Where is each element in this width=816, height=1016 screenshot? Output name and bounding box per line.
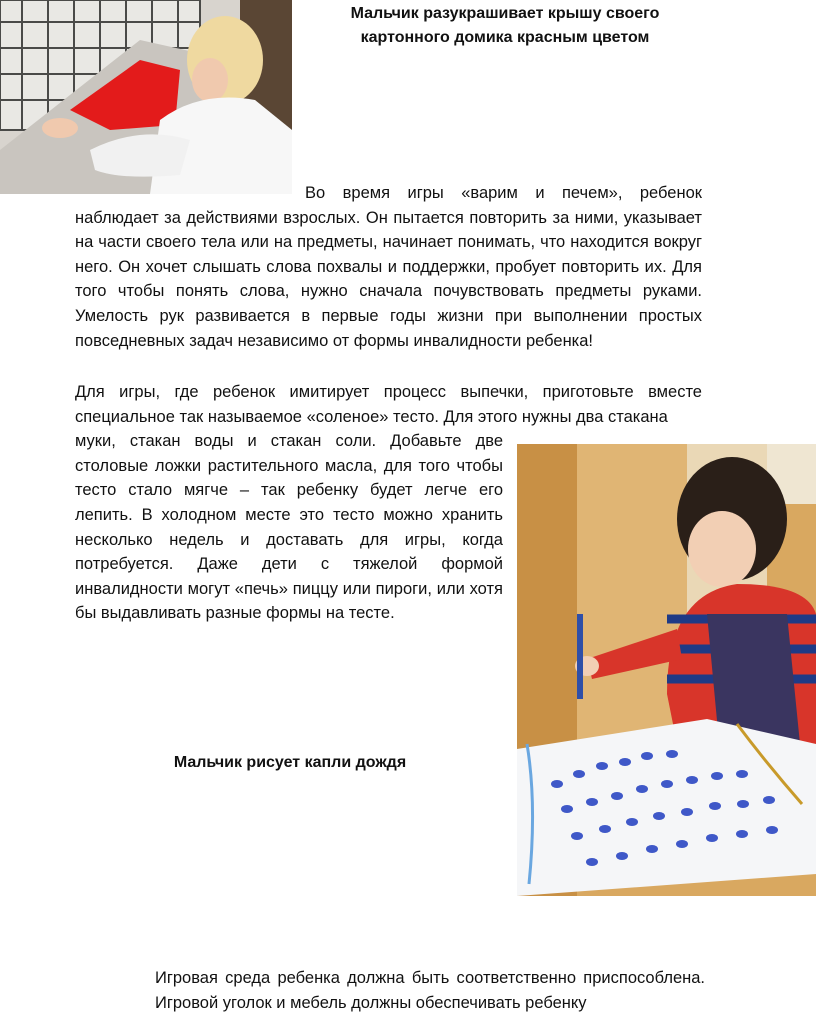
paragraph-3: Игровая среда ребенка должна быть соответственно приспособлена. Игровой уголок и мебель должны обеспечивать ребенку <box>155 969 705 1012</box>
caption-raindrops: Мальчик рисует капли дождя <box>173 754 407 771</box>
photo-boy-painting-roof <box>0 0 292 194</box>
paragraph-2-wide: Для игры, где ребенок имитирует процесс выпечки, приготовьте вместе специальное так называемое «соленое» тесто. Для этого нужны два стакана <box>75 383 702 426</box>
paragraph-2-narrow: муки, стакан воды и стакан соли. Добавьте две столовые ложки растительного масла, для того чтобы тесто стало мягче – так ребенку будет легче его лепить. В холодном месте это тесто можно хранить несколько недель и доставать для игры, когда потребуется. Даже дети с тяжелой формой инвалидности могут «печь» пиццу или пироги, или хотя бы выдавливать разные формы на тесте. <box>75 432 503 623</box>
paragraph-1-first-line: Во время игры «варим и печем», ребенок <box>305 184 702 202</box>
caption-roof-painting: Мальчик разукрашивает крышу своего картонного домика красным цветом <box>350 5 660 46</box>
paragraph-1: наблюдает за действиями взрослых. Он пытается повторить за ними, указывает на части своего тела или на предметы, начинает понимать, что находится вокруг него. Он хочет слышать слова похвалы и поддержки, пробует повторить их. Для того чтобы понять слова, нужно сначала почувствовать предметы руками. Умелость рук развивается в первые годы жизни при выполнении простых повседневных задач независимо от формы инвалидности ребенка! <box>75 208 702 350</box>
photo-boy-painting-raindrops <box>517 444 816 896</box>
